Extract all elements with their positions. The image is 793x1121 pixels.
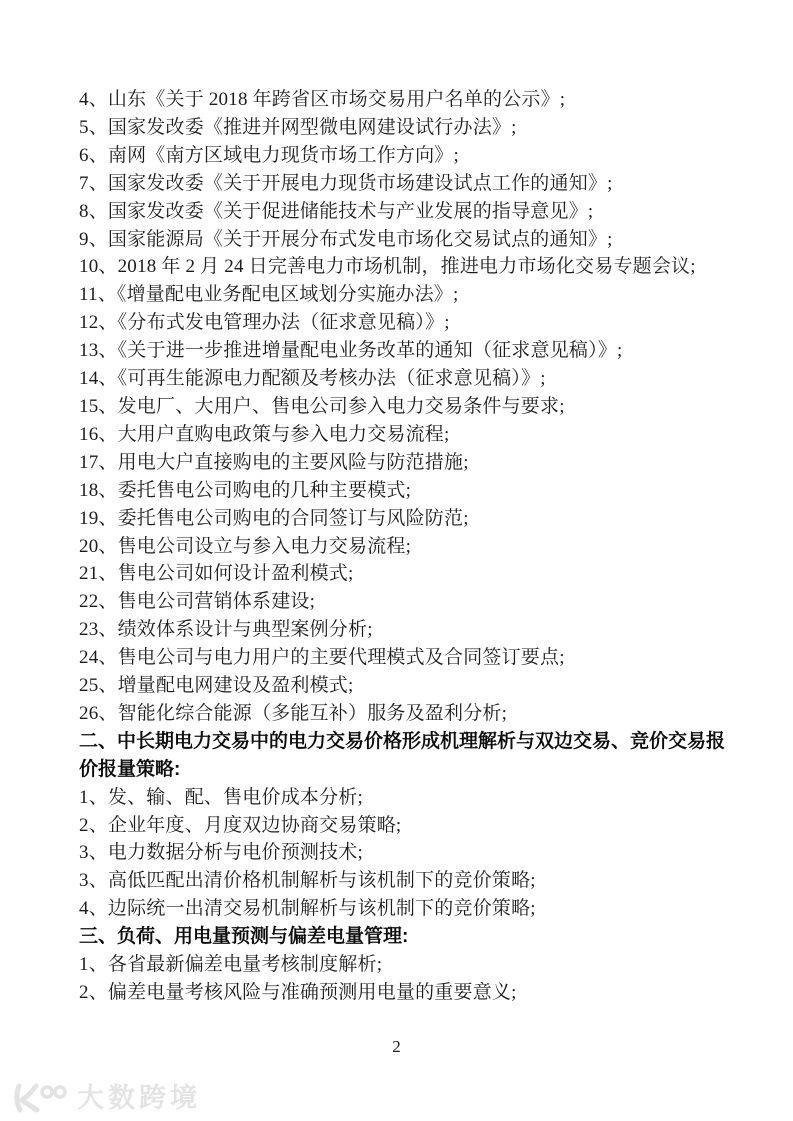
list-item-line: 25、增量配电网建设及盈利模式; [79, 675, 354, 697]
list-item-line: 14、《可再生能源电力配额及考核办法（征求意见稿）》; [79, 368, 546, 390]
list-item-line: 2、企业年度、月度双边协商交易策略; [79, 814, 402, 836]
list-item-line: 17、用电大户直接购电的主要风险与防范措施; [79, 451, 469, 473]
list-item-line: 4、山东《关于 2018 年跨省区市场交易用户名单的公示》; [79, 89, 566, 110]
list-item-line: 3、高低匹配出清价格机制解析与该机制下的竞价策略; [79, 870, 536, 892]
list-item-line: 8、国家发改委《关于促进储能技术与产业发展的指导意见》; [79, 200, 594, 222]
list-item-line: 5、国家发改委《推进并网型微电网建设试行办法》; [79, 116, 517, 138]
list-item-line: 22、售电公司营销体系建设; [79, 591, 316, 613]
watermark [12, 1083, 201, 1113]
list-item-line: 10、2018 年 2 月 24 日完善电力市场机制，推进电力市场化交易专题会议; [79, 256, 696, 278]
list-item-line: 26、智能化综合能源（多能互补）服务及盈利分析; [79, 702, 508, 724]
list-item-line: 18、委托售电公司购电的几种主要模式; [79, 479, 412, 501]
list-item-line: 23、绩效体系设计与典型案例分析; [79, 619, 373, 641]
section-heading-line: 二、中长期电力交易中的电力交易价格形成机理解析与双边交易、竞价交易报 [79, 730, 726, 752]
list-item-line: 3、电力数据分析与电价预测技术; [79, 842, 363, 864]
list-item-line: 12、《分布式发电管理办法（征求意见稿）》; [79, 312, 450, 334]
list-item-line: 13、《关于进一步推进增量配电业务改革的通知（征求意见稿）》; [79, 340, 623, 362]
document-body [79, 86, 727, 1007]
list-item-line: 16、大用户直购电政策与参入电力交易流程; [79, 423, 450, 445]
page-number: 2 [392, 1037, 401, 1056]
section-heading-line: 三、负荷、用电量预测与偏差电量管理: [79, 926, 409, 948]
list-item-line: 15、发电厂、大用户、售电公司参入电力交易条件与要求; [79, 395, 565, 417]
list-item-line: 11、《增量配电业务配电区域划分实施办法》; [79, 284, 459, 306]
list-item-line: 24、售电公司与电力用户的主要代理模式及合同签订要点; [79, 647, 565, 669]
section-heading-line: 价报量策略: [79, 758, 181, 780]
list-item-line: 1、各省最新偏差电量考核制度解析; [79, 954, 383, 976]
list-item-line: 21、售电公司如何设计盈利模式; [79, 563, 354, 585]
list-item-line: 7、国家发改委《关于开展电力现货市场建设试点工作的通知》; [79, 172, 613, 194]
list-item-line: 6、南网《南方区域电力现货市场工作方向》; [79, 144, 459, 166]
list-item-line: 4、边际统一出清交易机制解析与该机制下的竞价策略; [79, 898, 536, 920]
list-item-line: 1、发、输、配、售电价成本分析; [79, 786, 363, 808]
dashu-kuajing-logo-icon [12, 1083, 68, 1113]
list-item-line: 20、售电公司设立与参入电力交易流程; [79, 535, 412, 557]
list-item-line: 9、国家能源局《关于开展分布式发电市场化交易试点的通知》; [79, 228, 613, 250]
list-item-line: 19、委托售电公司购电的合同签订与风险防范; [79, 507, 469, 529]
watermark-text: 大数跨境 [77, 1082, 201, 1113]
list-item-line: 2、偏差电量考核风险与准确预测用电量的重要意义; [79, 982, 517, 1003]
